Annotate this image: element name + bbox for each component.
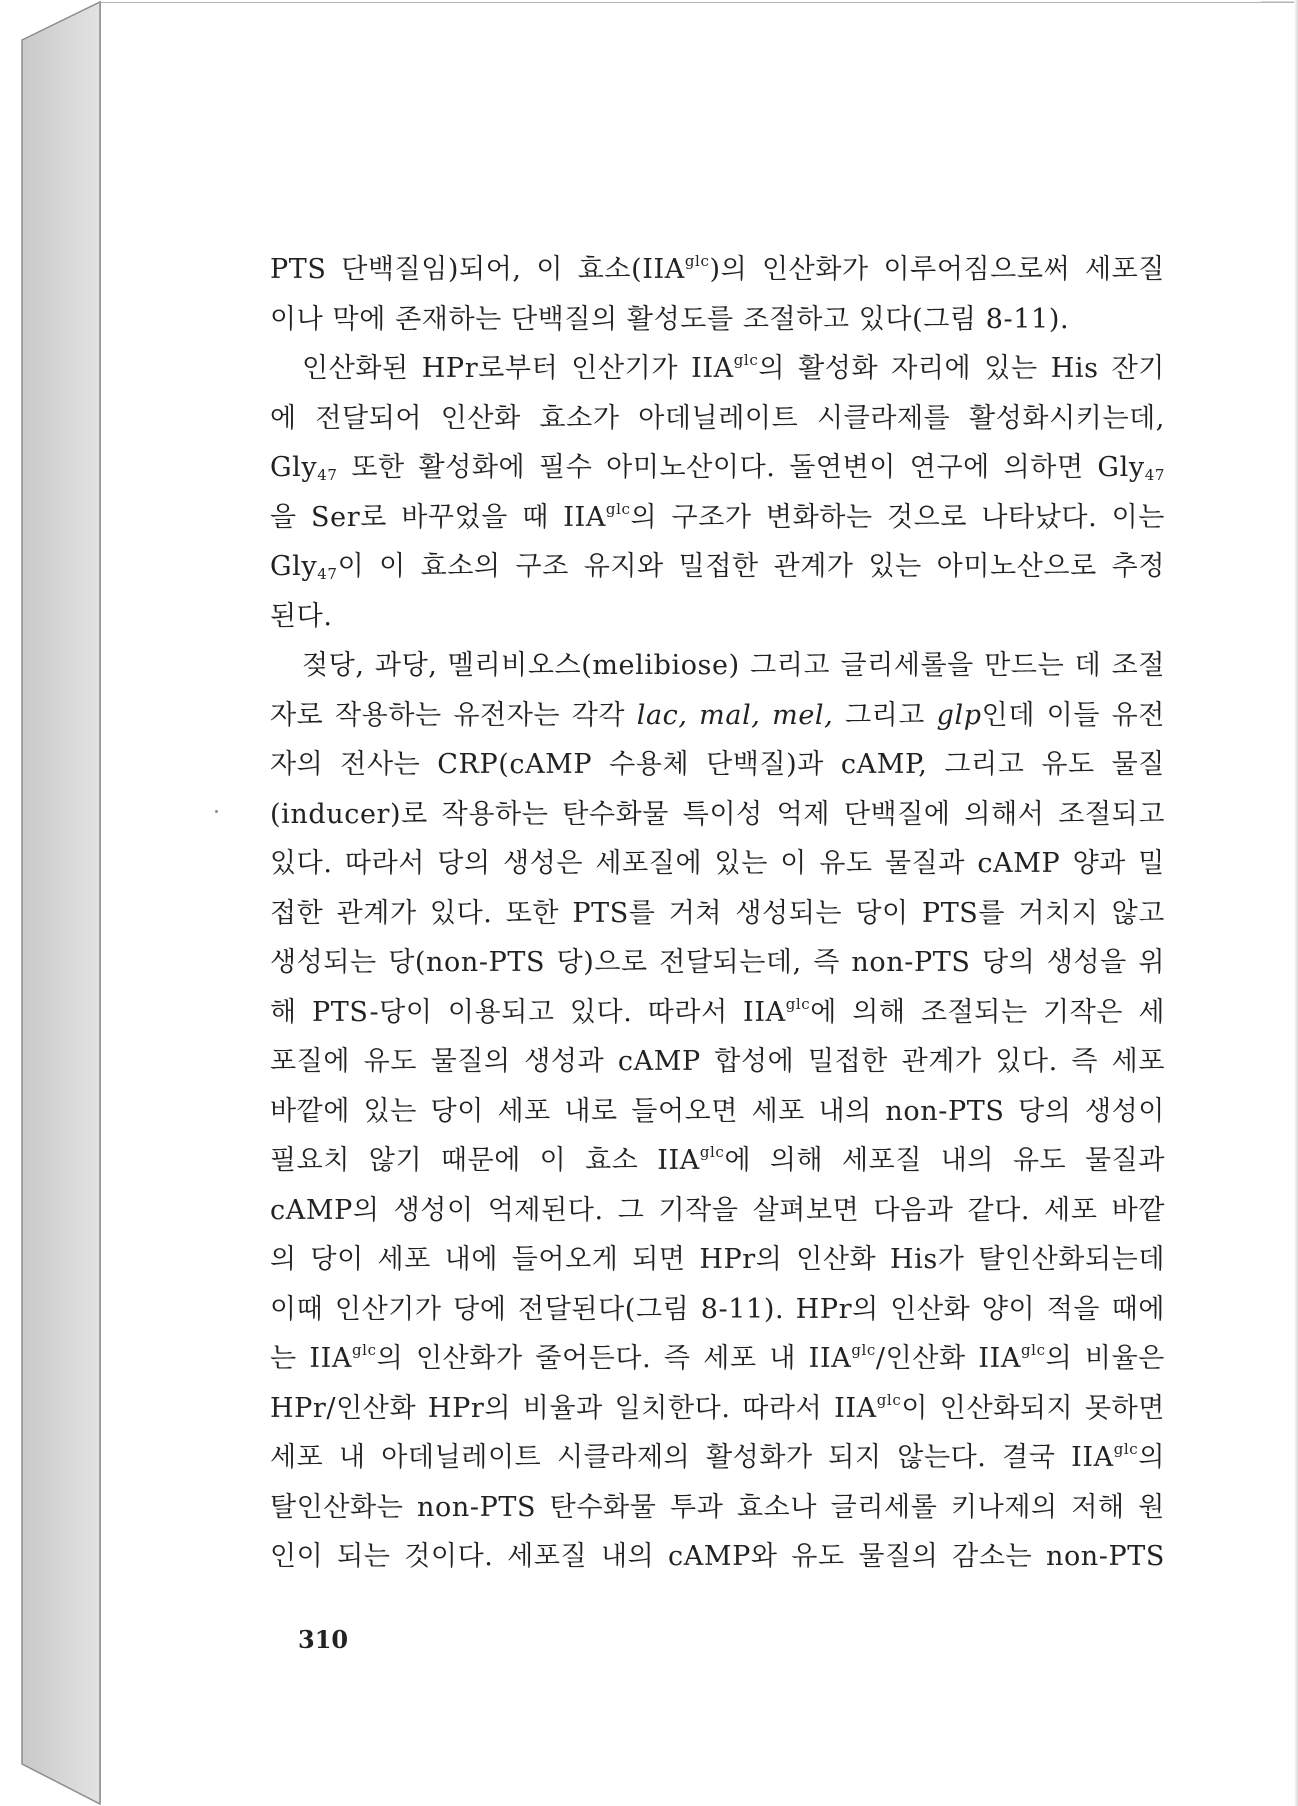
- text-line: [270, 839, 1165, 889]
- text-line: [270, 295, 1165, 345]
- text-line: [270, 740, 1165, 790]
- page-edge-shadow: [1294, 0, 1298, 1806]
- text-segment: 이때 인산기가 당에 전달된다(그림 8-11). HPr의 인산화 양이 적을 때에: [270, 1293, 1165, 1325]
- text-line: [270, 493, 1165, 543]
- text-segment: 이나 막에 존재하는 단백질의 활성도를 조절하고 있다(그림 8-11).: [270, 303, 1070, 335]
- text-segment: 인산화된 HPr로부터 인산기가 IIA: [302, 353, 734, 384]
- superscript: glc: [605, 499, 631, 518]
- text-line: [270, 1087, 1165, 1137]
- superscript: glc: [1020, 1341, 1046, 1359]
- text-line: [270, 1186, 1165, 1236]
- text-segment: 필요치 않기 때문에 이 효소 IIA: [270, 1145, 700, 1176]
- superscript: glc: [785, 994, 811, 1013]
- text-line: [270, 1334, 1165, 1384]
- text-segment: 접한 관계가 있다. 또한 PTS를 거쳐 생성되는 당이 PTS를 거치지 않고: [270, 897, 1165, 929]
- text-line: [270, 344, 1165, 394]
- text-segment: 된다.: [270, 600, 333, 632]
- scan-speck: [215, 810, 218, 813]
- text-line: [270, 1136, 1165, 1186]
- subscript: 47: [317, 565, 338, 583]
- text-segment: 에 의해 세포질 내의 유도 물질과: [724, 1145, 1165, 1176]
- text-segment: (inducer)로 작용하는 탄수화물 특이성 억제 단백질에 의해서 조절되고: [270, 798, 1165, 830]
- text-line: [270, 1483, 1165, 1533]
- text-segment: 의 활성화 자리에 있는 His 잔기: [758, 353, 1165, 384]
- text-line: [270, 1285, 1165, 1335]
- italic-gene-name: lac, mal, mel,: [636, 699, 834, 731]
- text-segment: 자로 작용하는 유전자는 각각: [270, 699, 637, 731]
- body-text: [270, 245, 1165, 1582]
- text-segment: 생성되는 당(non-PTS 당)으로 전달되는데, 즉 non-PTS 당의 생성을 위: [270, 947, 1165, 978]
- subscript: 47: [317, 466, 338, 484]
- text-segment: 인이 되는 것이다. 세포질 내의 cAMP와 유도 물질의 감소는 non-PTS: [270, 1541, 1165, 1572]
- text-line: [270, 691, 1165, 741]
- superscript: glc: [699, 1143, 725, 1161]
- text-segment: 의 구조가 변화하는 것으로 나타났다. 이는: [630, 501, 1165, 533]
- superscript: glc: [876, 1390, 902, 1409]
- text-line: [270, 641, 1165, 691]
- text-line: [270, 1433, 1165, 1483]
- text-segment: 포질에 유도 물질의 생성과 cAMP 합성에 밀접한 관계가 있다. 즉 세포: [270, 1046, 1165, 1077]
- text-segment: cAMP의 생성이 억제된다. 그 기작을 살펴보면 다음과 같다. 세포 바깥: [270, 1194, 1165, 1226]
- superscript: glc: [684, 252, 710, 270]
- text-line: [270, 889, 1165, 939]
- text-segment: 이 인산화되지 못하면: [901, 1392, 1165, 1424]
- text-line: [270, 790, 1165, 840]
- text-line: [270, 938, 1165, 988]
- italic-gene-name: glp: [936, 699, 982, 731]
- text-segment: 그리고: [833, 699, 937, 731]
- text-segment: Gly: [270, 551, 318, 582]
- text-line: [270, 394, 1165, 444]
- superscript: glc: [851, 1341, 876, 1359]
- text-line: [270, 1532, 1165, 1582]
- text-segment: 탈인산화는 non-PTS 탄수화물 투과 효소나 글리세롤 키나제의 저해 원: [270, 1491, 1165, 1523]
- text-segment: PTS 단백질임)되어, 이 효소(IIA: [270, 254, 685, 285]
- text-segment: 을 Ser로 바꾸었을 때 IIA: [270, 501, 606, 533]
- superscript: glc: [733, 351, 759, 369]
- text-segment: 자의 전사는 CRP(cAMP 수용체 단백질)과 cAMP, 그리고 유도 물질: [270, 749, 1165, 780]
- text-segment: 젖당, 과당, 멜리비오스(melibiose) 그리고 글리세롤을 만드는 데 조절: [302, 650, 1165, 681]
- superscript: glc: [351, 1341, 377, 1359]
- superscript: glc: [1113, 1440, 1139, 1458]
- text-segment: HPr/인산화 HPr의 비율과 일치한다. 따라서 IIA: [270, 1392, 877, 1424]
- text-segment: 에 전달되어 인산화 효소가 아데닐레이트 시클라제를 활성화시키는데,: [270, 402, 1165, 434]
- text-segment: 의 인산화가 줄어든다. 즉 세포 내 IIA: [376, 1343, 852, 1374]
- text-line: [270, 1235, 1165, 1285]
- text-line: [270, 443, 1165, 493]
- text-segment: 의: [1138, 1442, 1165, 1473]
- text-segment: 는 IIA: [270, 1343, 352, 1374]
- text-segment: 세포 내 아데닐레이트 시클라제의 활성화가 되지 않는다. 결국 IIA: [270, 1442, 1114, 1473]
- text-line: [270, 592, 1165, 642]
- subscript: 47: [1144, 466, 1165, 484]
- text-segment: 또한 활성화에 필수 아미노산이다. 돌연변이 연구에 의하면 Gly: [337, 452, 1145, 483]
- text-segment: 바깥에 있는 당이 세포 내로 들어오면 세포 내의 non-PTS 당의 생성이: [270, 1095, 1165, 1127]
- text-line: [270, 1037, 1165, 1087]
- text-line: [270, 1384, 1165, 1434]
- text-line: [270, 988, 1165, 1038]
- text-line: [270, 542, 1165, 592]
- text-segment: 해 PTS-당이 이용되고 있다. 따라서 IIA: [270, 996, 786, 1028]
- text-segment: /인산화 IIA: [875, 1343, 1021, 1374]
- text-segment: 에 의해 조절되는 기작은 세: [810, 996, 1166, 1028]
- text-segment: Gly: [270, 452, 318, 483]
- text-segment: 이 이 효소의 구조 유지와 밀접한 관계가 있는 아미노산으로 추정: [337, 551, 1165, 582]
- text-segment: 의 당이 세포 내에 들어오게 되면 HPr의 인산화 His가 탈인산화되는데: [270, 1244, 1165, 1275]
- text-segment: 인데 이들 유전: [981, 699, 1165, 731]
- page-number: 310: [298, 1625, 349, 1654]
- text-segment: 의 비율은: [1045, 1343, 1165, 1374]
- text-segment: )의 인산화가 이루어짐으로써 세포질: [709, 254, 1165, 285]
- text-line: [270, 245, 1165, 295]
- text-segment: 있다. 따라서 당의 생성은 세포질에 있는 이 유도 물질과 cAMP 양과 밀: [270, 848, 1165, 879]
